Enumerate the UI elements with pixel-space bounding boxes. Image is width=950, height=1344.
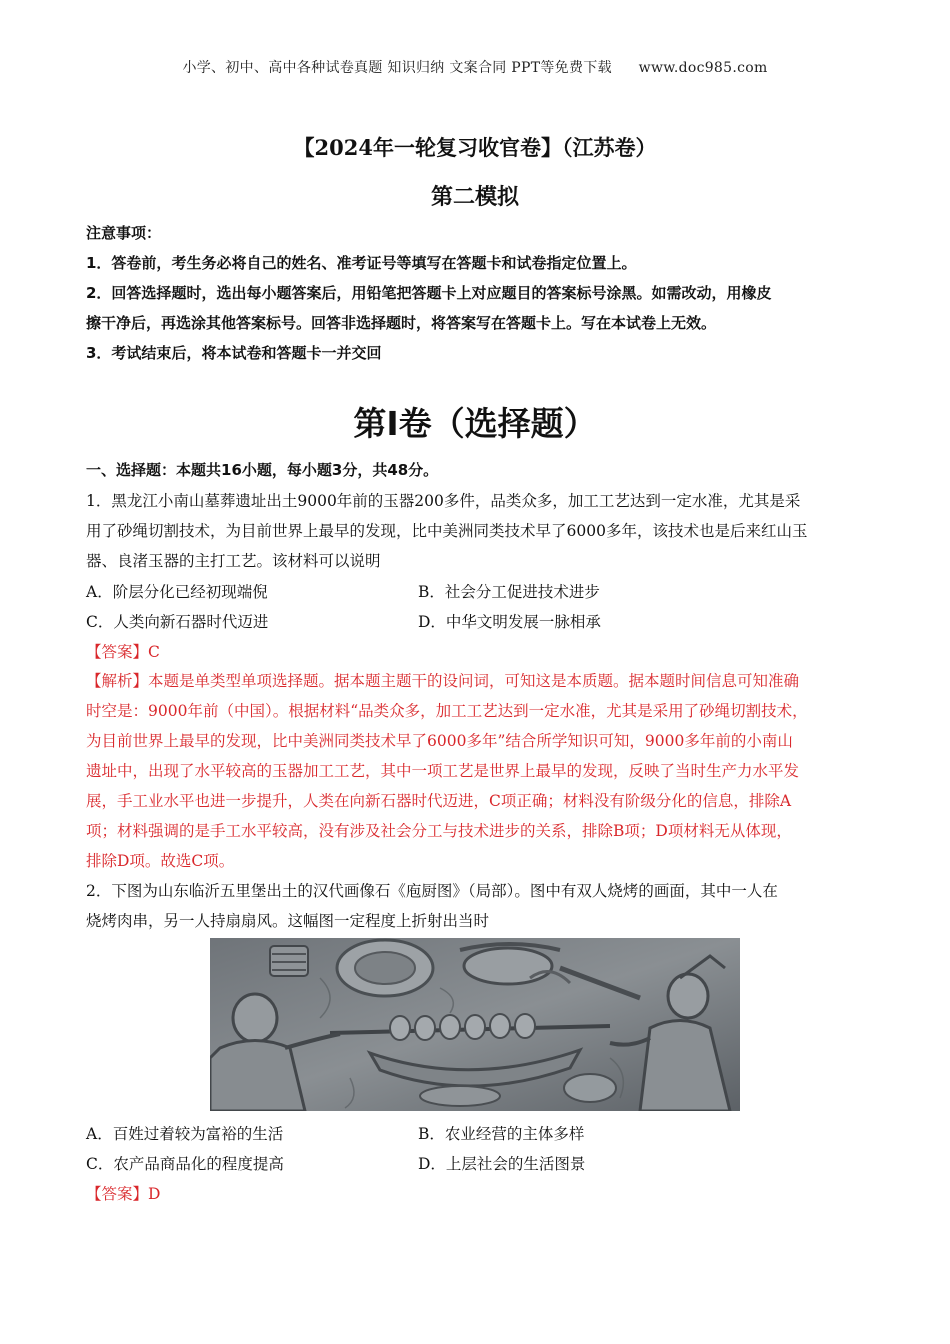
q1-option-b: B．社会分工促进技术进步 [418, 583, 600, 601]
question-line: 2．下图为山东临沂五里堡出土的汉代画像石《庖厨图》（局部）。图中有双人烧烤的画面，其中一人在 [86, 882, 778, 900]
section-heading: 一、选择题：本题共16小题，每小题3分，共48分。 [86, 461, 439, 479]
notes-item: 擦干净后，再选涂其他答案标号。回答非选择题时，将答案写在答题卡上。写在本试卷上无效。 [86, 314, 717, 332]
q2-option-c: C．农产品商品化的程度提高 [86, 1155, 284, 1173]
analysis-line: 【解析】本题是单类型单项选择题。据本题主题干的设问词，可知这是本质题。据本题时间信息可知准确 [86, 672, 800, 690]
analysis-line: 为目前世界上最早的发现，比中美洲同类技术早了6000多年”结合所学知识可知，9000多年前的小南山 [86, 732, 793, 750]
analysis-line: 时空是：9000年前（中国）。根据材料“品类众多，加工工艺达到一定水准，尤其是采用了砂绳切割技术， [86, 702, 808, 720]
notes-item: 1．答卷前，考生务必将自己的姓名、准考证号等填写在答题卡和试卷指定位置上。 [86, 254, 637, 272]
q2-answer: 【答案】D [86, 1185, 161, 1203]
q1-option-c: C．人类向新石器时代迈进 [86, 613, 269, 631]
question-line: 用了砂绳切割技术，为目前世界上最早的发现，比中美洲同类技术早了6000多年，该技术也是后来红山玉 [86, 522, 808, 540]
analysis-line: 遗址中，出现了水平较高的玉器加工工艺，其中一项工艺是世界上最早的发现，反映了当时生产力水平发 [86, 762, 800, 780]
question-2-stem [86, 876, 866, 936]
analysis-line: 项；材料强调的是手工水平较高，没有涉及社会分工与技术进步的关系，排除B项；D项材料无从体现， [86, 822, 792, 840]
q1-option-d: D．中华文明发展一脉相承 [418, 613, 601, 631]
analysis-line: 排除D项。故选C项。 [86, 852, 235, 870]
header-url[interactable]: www.doc985.com [638, 60, 768, 76]
exam-title: 【2024年一轮复习收官卷】（江苏卷） [293, 135, 657, 160]
q2-option-d: D．上层社会的生活图景 [418, 1155, 586, 1173]
stone-relief-image [210, 938, 740, 1111]
page-header [0, 57, 950, 77]
q1-option-a: A．阶层分化已经初现端倪 [86, 583, 268, 601]
exam-subtitle: 第二模拟 [430, 184, 519, 210]
notes-heading: 注意事项： [86, 224, 162, 242]
q2-option-a: A．百姓过着较为富裕的生活 [86, 1125, 284, 1143]
question-line: 1．黑龙江小南山墓葬遗址出土9000年前的玉器200多件，品类众多，加工工艺达到一定水准，尤其是采 [86, 492, 801, 510]
header-text: 小学、初中、高中各种试卷真题 知识归纳 文案合同 PPT等免费下载 [182, 60, 612, 76]
q1-answer: 【答案】C [86, 643, 160, 661]
volume-title: 第Ⅰ卷（选择题） [353, 404, 597, 443]
q2-option-b: B．农业经营的主体多样 [418, 1125, 585, 1143]
question-line: 器、良渚玉器的主打工艺。该材料可以说明 [86, 552, 381, 570]
notes-item: 3．考试结束后，将本试卷和答题卡一并交回 [86, 344, 382, 362]
q1-analysis [86, 666, 866, 876]
analysis-line: 展，手工业水平也进一步提升，人类在向新石器时代迈进，C项正确；材料没有阶级分化的信息，排除A [86, 792, 792, 810]
question-1-stem [86, 486, 866, 576]
notes-item: 2．回答选择题时，选出每小题答案后，用铅笔把答题卡上对应题目的答案标号涂黑。如需改动，用橡皮 [86, 284, 772, 302]
question-line: 烧烤肉串，另一人持扇扇风。这幅图一定程度上折射出当时 [86, 912, 490, 930]
